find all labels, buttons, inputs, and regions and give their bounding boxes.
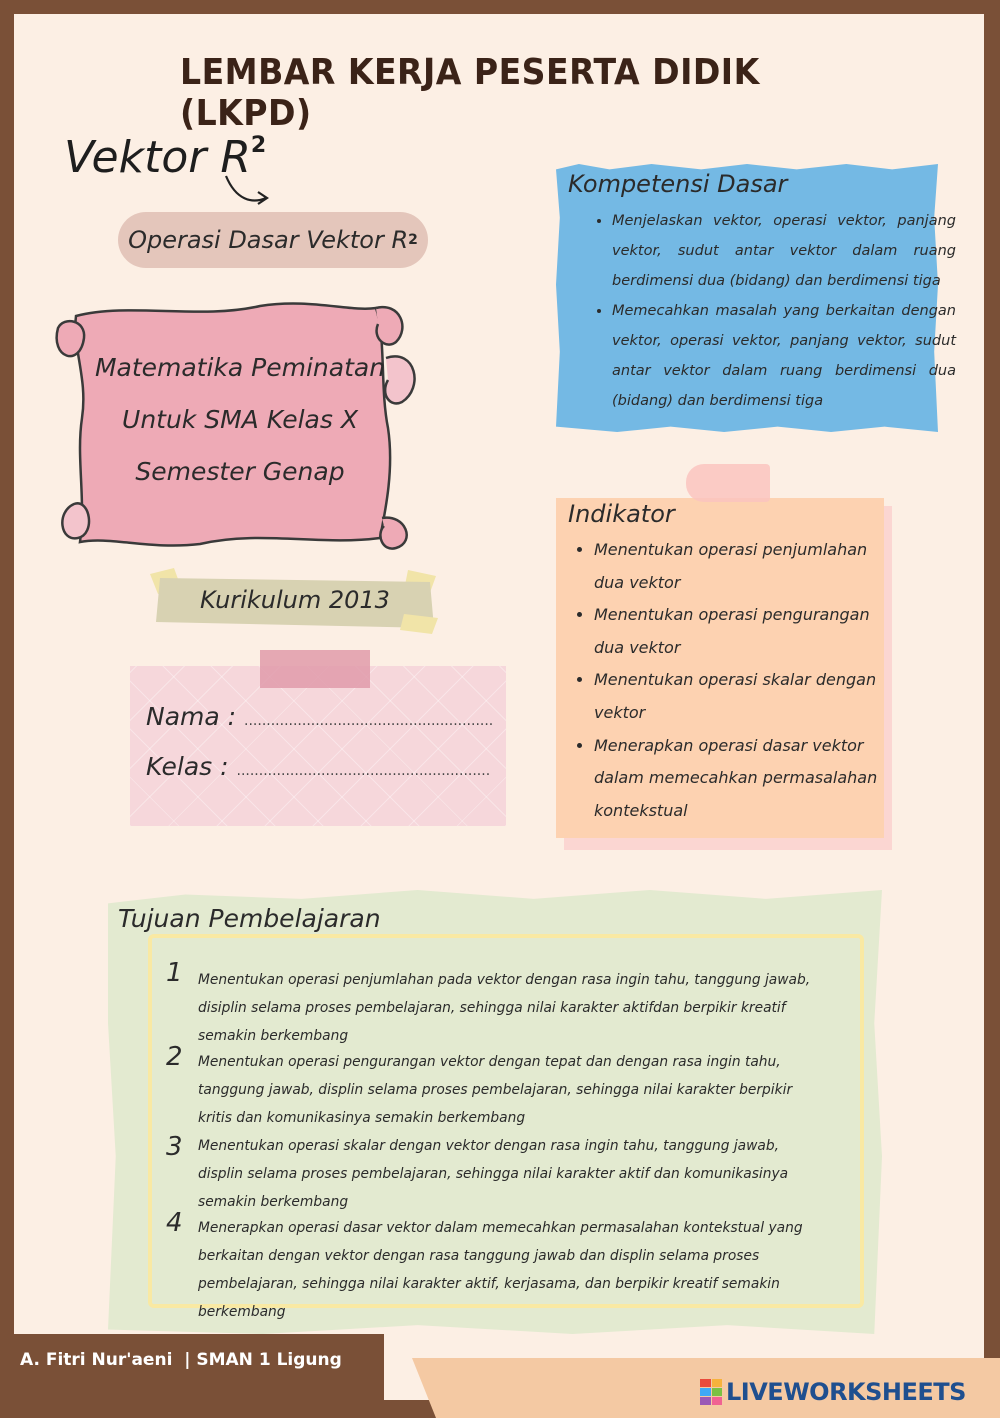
- indikator-list: [560, 534, 894, 827]
- indikator-title: Indikator: [568, 500, 675, 528]
- objective-number: 1: [166, 958, 183, 988]
- name-label: Nama :: [146, 702, 237, 731]
- objective-number: 2: [166, 1042, 183, 1072]
- class-field[interactable]: [146, 752, 490, 781]
- list-item: • Menerapkan operasi dasar vektor dalam memecahkan permasalahan kontekstual: [594, 730, 894, 828]
- name-blank[interactable]: ........................................................: [244, 713, 494, 729]
- objective-text: Menentukan operasi penjumlahan pada vektor dengan rasa ingin tahu, tanggung jawab, disiplin selama proses pembelajaran, sehingga nilai karakter aktifdan berpikir kreatif semakin berkembang: [198, 972, 811, 1044]
- list-item: • Memecahkan masalah yang berkaitan dengan vektor, operasi vektor, panjang vektor, sudut antar vektor dalam ruang berdimensi dua (bidang) dan berdimensi tiga: [612, 296, 956, 416]
- subtopic-pill: [118, 212, 428, 268]
- subtopic-superscript: 2: [408, 232, 418, 248]
- objective-number: 3: [166, 1132, 183, 1162]
- footer-author-band: [0, 1334, 384, 1414]
- objective-text: Menerapkan operasi dasar vektor dalam memecahkan permasalahan kontekstual yang berkaitan dengan vektor dengan rasa tanggung jawab dan displin selama proses pembelajaran, sehingga nilai karakter aktif, kerjasama, dan berpikir kreatif semakin berkembang: [198, 1220, 803, 1320]
- objective-number: 4: [166, 1208, 183, 1238]
- footer-author: A. Fitri Nur'aeni | SMAN 1 Ligung: [20, 1350, 342, 1370]
- curriculum-label: Kurikulum 2013: [200, 586, 390, 614]
- objective-text: Menentukan operasi pengurangan vektor dengan tepat dan dengan rasa ingin tahu, tanggung jawab, displin selama proses pembelajaran, sehingga nilai karakter berpikir kritis dan komunikasinya semakin berkembang: [198, 1054, 793, 1126]
- topic-main: Vektor R: [64, 132, 251, 183]
- objective-text: Menentukan operasi skalar dengan vektor dengan rasa ingin tahu, tanggung jawab, displin selama proses pembelajaran, sehingga nilai karakter aktif dan komunikasinya semakin berkembang: [198, 1138, 789, 1210]
- list-item: • Menentukan operasi penjumlahan dua vektor: [594, 534, 894, 599]
- indikator-tape: [686, 464, 770, 502]
- class-blank[interactable]: .........................................................: [236, 763, 491, 779]
- liveworksheets-icon: [700, 1379, 722, 1405]
- class-label: Kelas :: [146, 752, 229, 781]
- kompetensi-dasar-list: [578, 206, 956, 416]
- student-info-card: [130, 666, 506, 826]
- tujuan-title: Tujuan Pembelajaran: [118, 904, 381, 933]
- liveworksheets-text: LIVEWORKSHEETS: [726, 1378, 966, 1406]
- kompetensi-dasar-title: Kompetensi Dasar: [568, 170, 788, 198]
- topic-superscript: 2: [250, 133, 267, 158]
- list-item: • Menentukan operasi skalar dengan vektor: [594, 664, 894, 729]
- list-item: • Menjelaskan vektor, operasi vektor, panjang vektor, sudut antar vektor dalam ruang berdimensi dua (bidang) dan berdimensi tiga: [612, 206, 956, 296]
- subject-line-3: Semester Genap: [135, 457, 345, 486]
- liveworksheets-logo[interactable]: [700, 1378, 966, 1406]
- curved-arrow-icon: [222, 172, 272, 212]
- subject-info: [90, 342, 390, 498]
- card-tape: [260, 650, 370, 688]
- page-title: LEMBAR KERJA PESERTA DIDIK (LKPD): [180, 52, 760, 134]
- subtopic-label: Operasi Dasar Vektor R: [128, 226, 409, 254]
- name-field[interactable]: [146, 702, 493, 731]
- subject-line-2: Untuk SMA Kelas X: [122, 405, 358, 434]
- list-item: • Menentukan operasi pengurangan dua vektor: [594, 599, 894, 664]
- subject-line-1: Matematika Peminatan: [94, 353, 386, 382]
